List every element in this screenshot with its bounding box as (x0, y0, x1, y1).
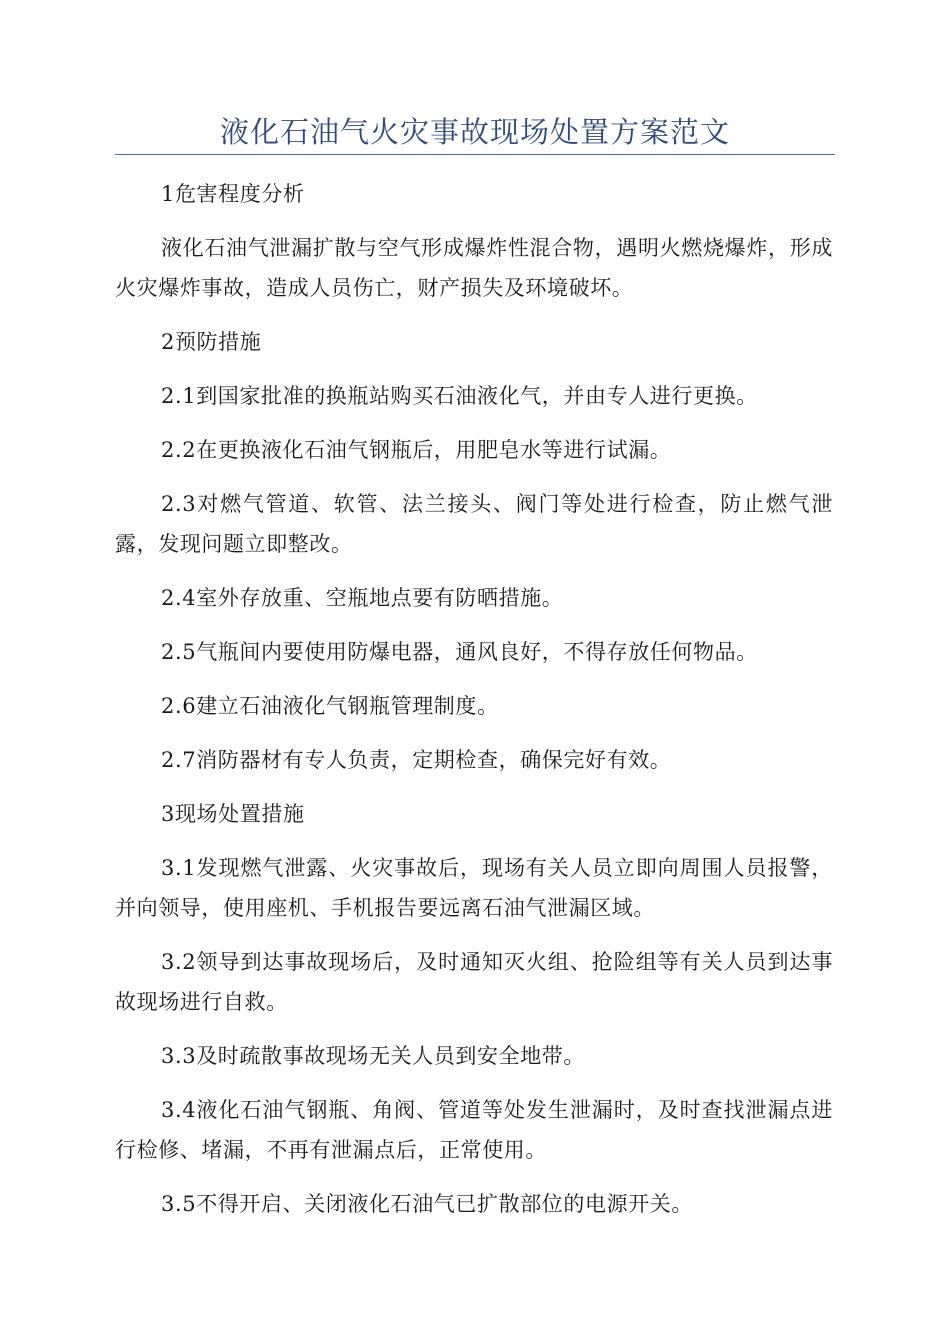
body-paragraph: 液化石油气泄漏扩散与空气形成爆炸性混合物，遇明火燃烧爆炸，形成火灾爆炸事故，造成人员伤亡，财产损失及环境破坏。 (115, 236, 833, 300)
section-heading: 2预防措施 (161, 330, 262, 354)
body-paragraph: 2.5气瓶间内要使用防爆电器，通风良好，不得存放任何物品。 (161, 640, 758, 664)
body-paragraph: 3.2领导到达事故现场后，及时通知灭火组、抢险组等有关人员到达事故现场进行自救。 (115, 950, 833, 1014)
section-heading: 3现场处置措施 (161, 802, 305, 826)
body-paragraph: 3.1发现燃气泄露、火灾事故后，现场有关人员立即向周围人员报警，并向领导，使用座机、手机报告要远离石油气泄漏区域。 (115, 856, 833, 920)
title-underline (115, 154, 835, 155)
body-paragraph: 3.4液化石油气钢瓶、角阀、管道等处发生泄漏时，及时查找泄漏点进行检修、堵漏，不再有泄漏点后，正常使用。 (115, 1098, 833, 1162)
body-paragraph: 2.3对燃气管道、软管、法兰接头、阀门等处进行检查，防止燃气泄露，发现问题立即整改。 (115, 492, 833, 556)
section-heading: 1危害程度分析 (161, 182, 305, 206)
body-paragraph: 2.1到国家批准的换瓶站购买石油液化气，并由专人进行更换。 (161, 384, 758, 408)
body-paragraph: 2.7消防器材有专人负责，定期检查，确保完好有效。 (161, 748, 672, 772)
body-paragraph: 2.6建立石油液化气钢瓶管理制度。 (161, 694, 499, 718)
document-body (115, 174, 833, 1238)
body-paragraph: 3.3及时疏散事故现场无关人员到安全地带。 (161, 1044, 585, 1068)
body-paragraph: 3.5不得开启、关闭液化石油气已扩散部位的电源开关。 (161, 1192, 693, 1216)
body-paragraph: 2.2在更换液化石油气钢瓶后，用肥皂水等进行试漏。 (161, 438, 672, 462)
body-paragraph: 2.4室外存放重、空瓶地点要有防晒措施。 (161, 586, 564, 610)
document-title: 液化石油气火灾事故现场处置方案范文 (219, 115, 730, 149)
